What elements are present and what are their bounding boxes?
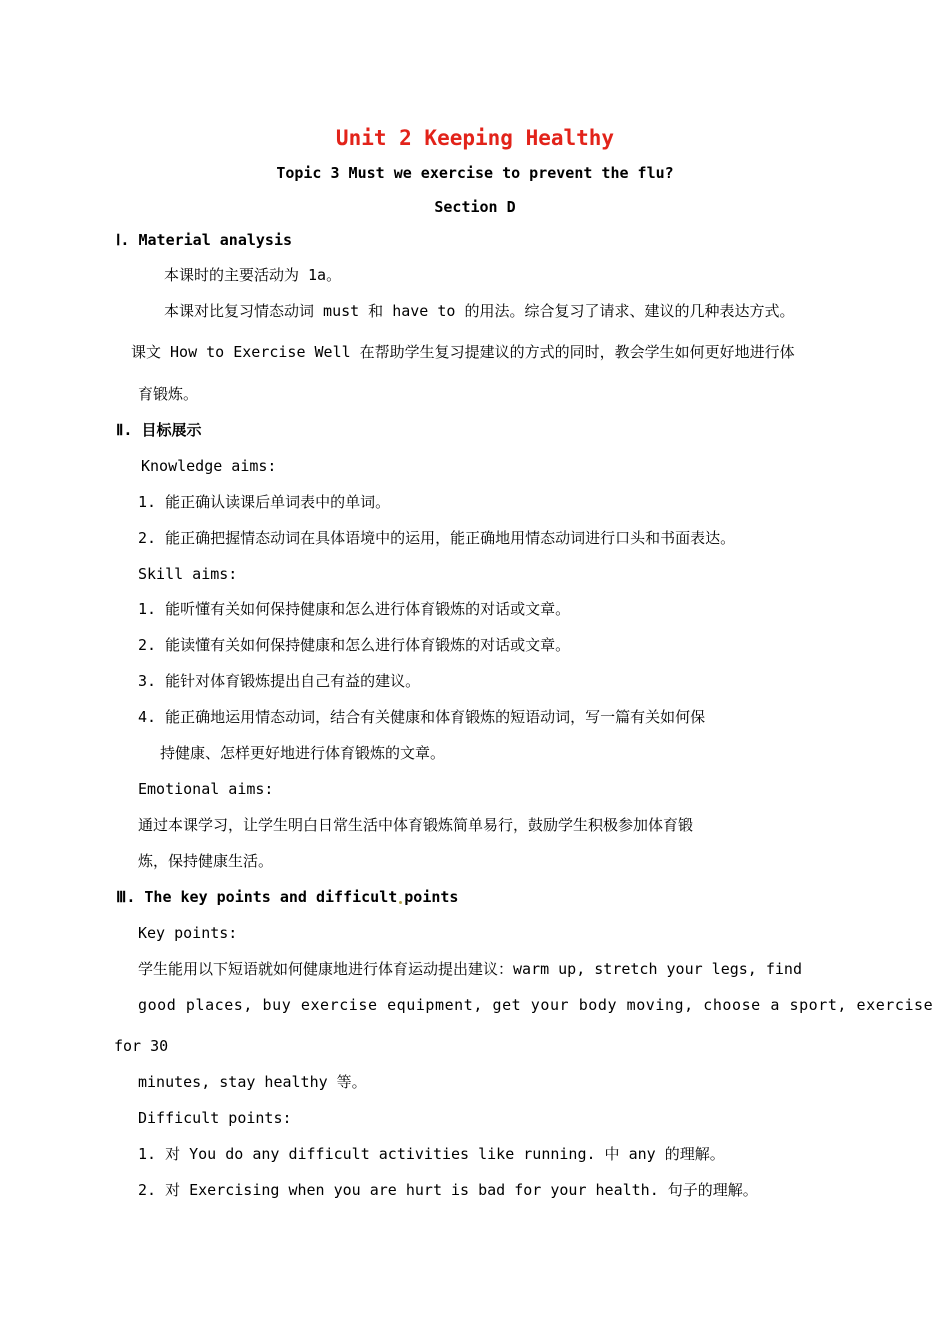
heading-text-end: points bbox=[404, 888, 459, 906]
paragraph-line: 通过本课学习，让学生明白日常生活中体育锻炼简单易行，鼓励学生积极参加体育锻 bbox=[138, 816, 694, 834]
paragraph-line: 本课时的主要活动为 1a。 bbox=[164, 266, 342, 284]
heading-goals: Ⅱ. 目标展示 bbox=[116, 421, 202, 439]
paragraph-line: 学生能用以下短语就如何健康地进行体育运动提出建议：warm up, stretch your legs, find bbox=[138, 960, 802, 978]
knowledge-aims-label: Knowledge aims: bbox=[141, 457, 277, 475]
key-points-label: Key points: bbox=[138, 924, 238, 942]
list-item: 1. 对 You do any difficult activities like running. 中 any 的理解。 bbox=[138, 1145, 725, 1163]
list-item: 1. 能听懂有关如何保持健康和怎么进行体育锻炼的对话或文章。 bbox=[138, 600, 571, 618]
section-label: Section D bbox=[434, 198, 516, 216]
stray-dot bbox=[399, 901, 402, 904]
list-item: 2. 对 Exercising when you are hurt is bad for your health. 句子的理解。 bbox=[138, 1181, 758, 1199]
list-item: 2. 能读懂有关如何保持健康和怎么进行体育锻炼的对话或文章。 bbox=[138, 636, 571, 654]
emotional-aims-label: Emotional aims: bbox=[138, 780, 274, 798]
difficult-points-label: Difficult points: bbox=[138, 1109, 292, 1127]
paragraph-line: 育锻炼。 bbox=[138, 385, 199, 403]
heading-key-points bbox=[116, 887, 458, 907]
topic-subtitle: Topic 3 Must we exercise to prevent the flu? bbox=[276, 164, 674, 182]
list-item: 4. 能正确地运用情态动词，结合有关健康和体育锻炼的短语动词，写一篇有关如何保 bbox=[138, 708, 706, 726]
document-title: Unit 2 Keeping Healthy bbox=[335, 126, 615, 150]
heading-text: Ⅲ. The key points and difficult bbox=[116, 888, 398, 906]
list-item-continuation: 持健康、怎样更好地进行体育锻炼的文章。 bbox=[160, 744, 446, 762]
list-item: 3. 能针对体育锻炼提出自己有益的建议。 bbox=[138, 672, 421, 690]
skill-aims-label: Skill aims: bbox=[138, 565, 238, 583]
paragraph-line: for 30 bbox=[114, 1037, 169, 1055]
paragraph-line: minutes, stay healthy 等。 bbox=[138, 1073, 367, 1091]
paragraph-line: 本课对比复习情态动词 must 和 have to 的用法。综合复习了请求、建议的几种表达方式。 bbox=[164, 302, 795, 320]
heading-material-analysis: Ⅰ. Material analysis bbox=[116, 231, 293, 249]
paragraph-line: 炼，保持健康生活。 bbox=[138, 852, 274, 870]
list-item: 1. 能正确认读课后单词表中的单词。 bbox=[138, 493, 391, 511]
list-item: 2. 能正确把握情态动词在具体语境中的运用，能正确地用情态动词进行口头和书面表达。 bbox=[138, 529, 736, 547]
paragraph-line: good places, buy exercise equipment, get your body moving, choose a sport, exercise bbox=[138, 996, 934, 1014]
paragraph-line: 课文 How to Exercise Well 在帮助学生复习提建议的方式的同时，教会学生如何更好地进行体 bbox=[131, 343, 795, 361]
